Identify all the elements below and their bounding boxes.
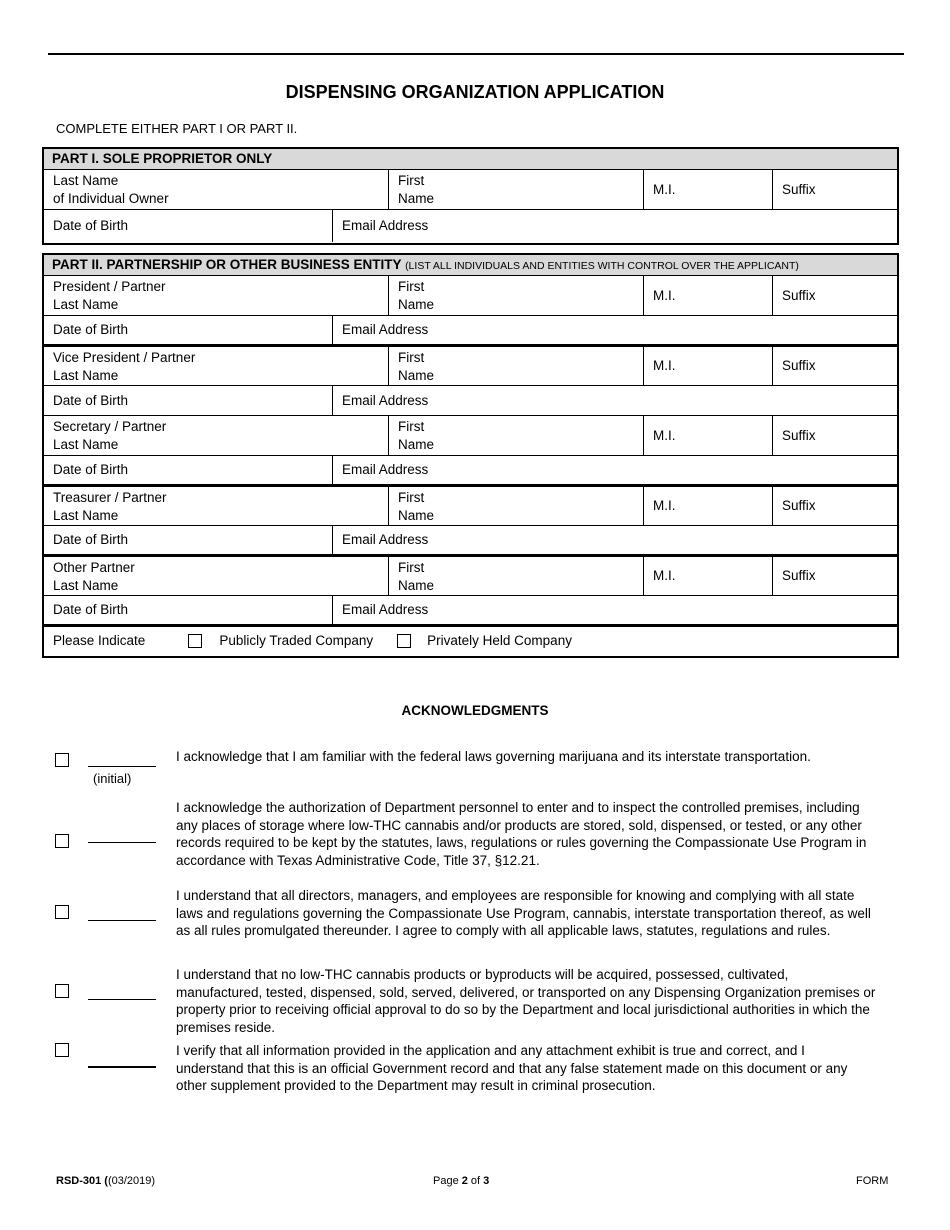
president-suffix-field[interactable]	[772, 276, 897, 315]
treasurer-suffix-field[interactable]	[772, 487, 897, 525]
form-id	[56, 1175, 155, 1187]
form-number: RSD-301 (	[56, 1175, 108, 1187]
mi-label: M.I.	[653, 358, 676, 373]
public-company-label: Publicly Traded Company	[219, 633, 374, 648]
role-sublabel: Last Name	[53, 437, 119, 452]
president-email-field[interactable]	[332, 316, 897, 344]
part1-last-name-field[interactable]	[44, 170, 388, 209]
email-label: Email Address	[342, 392, 429, 408]
ack-5-checkbox[interactable]	[55, 1043, 69, 1057]
ack-5-initial-line[interactable]	[88, 1066, 156, 1068]
mi-label: M.I.	[653, 287, 676, 303]
private-company-checkbox[interactable]	[397, 634, 411, 648]
part1-section	[42, 147, 899, 245]
role-label: Secretary / Partner	[53, 419, 167, 434]
first-label-1: First	[398, 560, 425, 575]
role-label: President / Partner	[53, 279, 166, 294]
dob-label: Date of Birth	[53, 392, 129, 408]
ack-1-text: I acknowledge that I am familiar with the federal laws governing marijuana and its interstate transportation.	[176, 749, 811, 764]
page-prefix: Page	[433, 1175, 462, 1187]
part2-header-note: (LIST ALL INDIVIDUALS AND ENTITIES WITH CONTROL OVER THE APPLICANT)	[405, 260, 799, 272]
ack-4-text: I understand that no low-THC cannabis products or byproducts will be acquired, possessed, cultivated, manufactured, tested, dispensed, sold, served, delivered, or transported on any Dispensing Organization premises or property prior to receiving official approval to do so by the Department and local jurisdictional authorities in which the premises reside.	[176, 967, 876, 1035]
first-label-2: Name	[398, 368, 435, 383]
mi-label: M.I.	[653, 427, 676, 443]
part2-header-title: PART II. PARTNERSHIP OR OTHER BUSINESS ENTITY	[52, 257, 402, 272]
vice-president-dob-row	[44, 386, 897, 416]
secretary-last-name-field[interactable]	[44, 416, 388, 455]
ack-5-text: I verify that all information provided in the application and any attachment exhibit is true and correct, and I understand that this is an official Government record and that any false statement made on this document or any other supplement provided to the Department may result in criminal prosecution.	[176, 1043, 848, 1093]
treasurer-name-row	[44, 487, 897, 526]
ack-4-checkbox[interactable]	[55, 984, 69, 998]
suffix-label: Suffix	[782, 498, 816, 513]
first-label-2: Name	[398, 437, 435, 452]
suffix-label: Suffix	[782, 287, 816, 303]
ack-2-text: I acknowledge the authorization of Department personnel to enter and to inspect the controlled premises, including any places of storage where low-THC cannabis and/or products are stored, sold, dispensed, or tested, or any other records required to be kept by the statutes, laws, regulations or rules governing the Compassionate Use Program in accordance with Texas Administrative Code, Title 37, §12.21.	[176, 800, 867, 868]
company-type-row	[44, 627, 897, 655]
other-partner-last-name-field[interactable]	[44, 557, 388, 595]
president-name-row	[44, 276, 897, 316]
suffix-label: Suffix	[782, 568, 816, 583]
mi-label: M.I.	[653, 181, 676, 197]
treasurer-first-name-field[interactable]	[388, 487, 643, 525]
part1-email-field[interactable]	[332, 210, 897, 242]
part1-name-row	[44, 170, 897, 210]
president-mi-field[interactable]	[643, 276, 772, 315]
vice-president-first-name-field[interactable]	[388, 347, 643, 385]
suffix-label: Suffix	[782, 358, 816, 373]
ack-1-checkbox[interactable]	[55, 753, 69, 767]
treasurer-mi-field[interactable]	[643, 487, 772, 525]
secretary-dob-field[interactable]	[44, 456, 332, 484]
secretary-suffix-field[interactable]	[772, 416, 897, 455]
page-current: 2	[461, 1175, 468, 1187]
secretary-name-row	[44, 416, 897, 456]
first-label-1: First	[398, 490, 425, 505]
president-dob-row	[44, 316, 897, 347]
first-label-2: Name	[398, 578, 435, 593]
email-label: Email Address	[342, 462, 429, 477]
instruction-text: COMPLETE EITHER PART I OR PART II.	[56, 121, 298, 136]
dob-label: Date of Birth	[53, 322, 129, 337]
vice-president-email-field[interactable]	[332, 386, 897, 415]
last-name-label-1: Last Name	[53, 173, 119, 188]
role-sublabel: Last Name	[53, 368, 119, 383]
other-partner-name-row	[44, 557, 897, 596]
vice-president-mi-field[interactable]	[643, 347, 772, 385]
email-label: Email Address	[342, 532, 429, 547]
ack-3-text: I understand that all directors, managers, and employees are responsible for knowing and complying with all state laws and regulations governing the Compassionate Use Program, cannabis, interstate transportation thereof, as well as all rules promulgated thereunder. I agree to comply with all applicable laws, statutes, regulations and rules.	[176, 888, 871, 938]
treasurer-dob-field[interactable]	[44, 526, 332, 554]
email-label: Email Address	[342, 218, 429, 233]
top-rule	[48, 53, 904, 55]
page-mid: of	[467, 1175, 484, 1187]
page-number	[433, 1175, 489, 1187]
role-sublabel: Last Name	[53, 578, 119, 593]
initial-label: (initial)	[93, 771, 132, 786]
vice-president-dob-field[interactable]	[44, 386, 332, 415]
dob-label: Date of Birth	[53, 532, 129, 547]
suffix-label: Suffix	[782, 181, 816, 197]
form-label: FORM	[856, 1175, 889, 1187]
page-total: 3	[483, 1175, 490, 1187]
company-type-field	[44, 627, 897, 655]
part1-dob-field[interactable]	[44, 210, 332, 242]
vice-president-name-row	[44, 347, 897, 386]
secretary-dob-row	[44, 456, 897, 487]
vice-president-suffix-field[interactable]	[772, 347, 897, 385]
private-company-label: Privately Held Company	[427, 633, 572, 648]
ack-3-initial-line[interactable]	[88, 920, 156, 921]
acknowledgments-heading: ACKNOWLEDGMENTS	[401, 703, 549, 718]
other-partner-dob-row	[44, 596, 897, 627]
mi-label: M.I.	[653, 498, 676, 513]
indicate-label: Please Indicate	[53, 633, 146, 648]
first-label-1: First	[398, 350, 425, 365]
first-label-2: Name	[398, 191, 435, 206]
email-label: Email Address	[342, 322, 429, 337]
dob-label: Date of Birth	[53, 462, 129, 477]
other-partner-suffix-field[interactable]	[772, 557, 897, 595]
role-label: Other Partner	[53, 560, 135, 575]
vice-president-last-name-field[interactable]	[44, 347, 388, 385]
part1-header: PART I. SOLE PROPRIETOR ONLY	[44, 149, 897, 170]
other-partner-mi-field[interactable]	[643, 557, 772, 595]
ack-3-checkbox[interactable]	[55, 905, 69, 919]
treasurer-dob-row	[44, 526, 897, 557]
secretary-mi-field[interactable]	[643, 416, 772, 455]
part2-section	[42, 253, 899, 658]
ack-1-initial-line[interactable]	[88, 766, 156, 767]
ack-2-initial-line[interactable]	[88, 842, 156, 843]
first-label-1: First	[398, 173, 425, 188]
part1-suffix-field[interactable]	[772, 170, 897, 209]
secretary-email-field[interactable]	[332, 456, 897, 484]
first-label-1: First	[398, 419, 425, 434]
treasurer-last-name-field[interactable]	[44, 487, 388, 525]
page-title: DISPENSING ORGANIZATION APPLICATION	[285, 82, 665, 102]
public-company-checkbox[interactable]	[188, 634, 202, 648]
suffix-label: Suffix	[782, 427, 816, 443]
role-sublabel: Last Name	[53, 297, 119, 312]
other-partner-email-field[interactable]	[332, 596, 897, 624]
first-label-2: Name	[398, 508, 435, 523]
president-dob-field[interactable]	[44, 316, 332, 344]
last-name-label-2: of Individual Owner	[53, 191, 169, 206]
form-date: (03/2019)	[107, 1175, 156, 1187]
part2-header	[44, 255, 897, 276]
role-sublabel: Last Name	[53, 508, 119, 523]
part1-dob-row	[44, 210, 897, 242]
dob-label: Date of Birth	[53, 602, 129, 617]
dob-label: Date of Birth	[53, 218, 129, 233]
president-first-name-field[interactable]	[388, 276, 643, 315]
part1-mi-field[interactable]	[643, 170, 772, 209]
other-partner-dob-field[interactable]	[44, 596, 332, 624]
ack-4-initial-line[interactable]	[88, 999, 156, 1000]
email-label: Email Address	[342, 602, 429, 617]
treasurer-email-field[interactable]	[332, 526, 897, 554]
part1-first-name-field[interactable]	[388, 170, 643, 209]
ack-2-checkbox[interactable]	[55, 834, 69, 848]
role-label: Vice President / Partner	[53, 350, 196, 365]
president-last-name-field[interactable]	[44, 276, 388, 315]
other-partner-first-name-field[interactable]	[388, 557, 643, 595]
first-label-2: Name	[398, 297, 435, 312]
role-label: Treasurer / Partner	[53, 490, 167, 505]
mi-label: M.I.	[653, 568, 676, 583]
secretary-first-name-field[interactable]	[388, 416, 643, 455]
first-label-1: First	[398, 279, 425, 294]
